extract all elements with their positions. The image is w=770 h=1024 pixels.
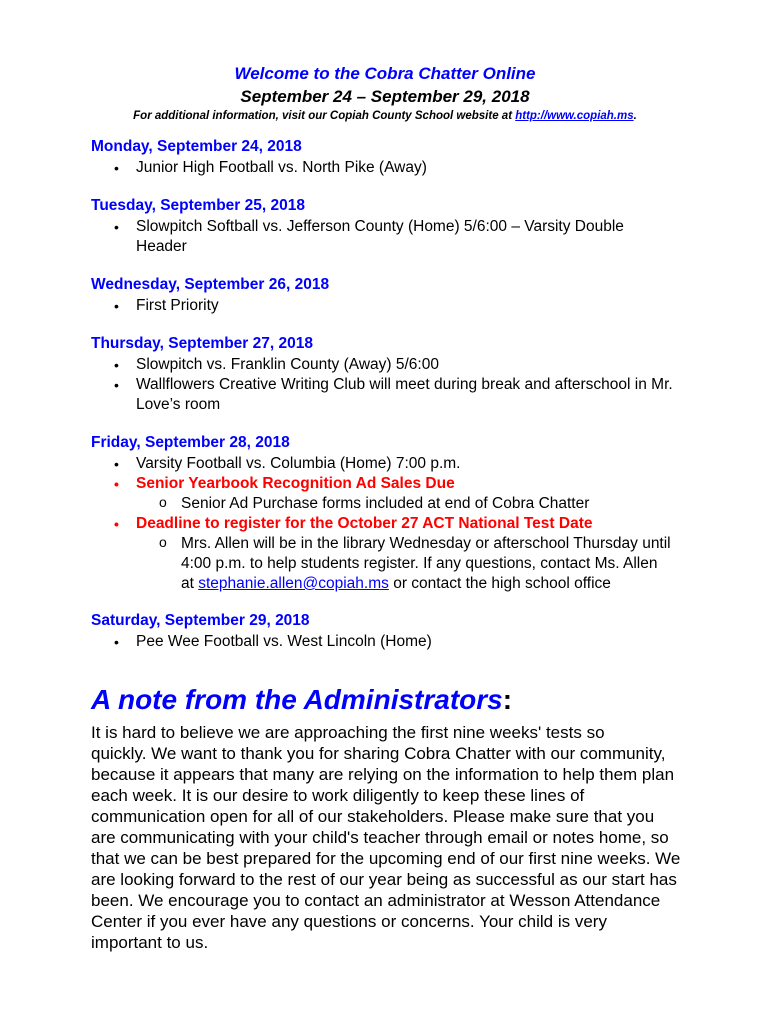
list-item-alert: Senior Yearbook Recognition Ad Sales Due <box>136 475 455 492</box>
sub-list-item: Mrs. Allen will be in the library Wednesday or afterschool Thursday until <box>181 535 671 552</box>
date-range: September 24 – September 29, 2018 <box>240 87 530 106</box>
list-item: Varsity Football vs. Columbia (Home) 7:00 p.m. <box>136 455 461 472</box>
email-suffix: or contact the high school office <box>388 575 611 592</box>
list-item: Wallflowers Creative Writing Club will meet during break and afterschool in Mr. <box>136 376 673 393</box>
website-link[interactable]: http://www.copiah.ms <box>515 110 634 122</box>
day-heading-monday: Monday, September 24, 2018 <box>91 138 302 155</box>
note-line: because it appears that many are relying on the information to help them plan <box>91 765 675 784</box>
note-line: communication open for all of our stakeholders. Please make sure that you <box>91 807 655 826</box>
note-line: are communicating with your child's teacher through email or notes home, so <box>91 828 669 847</box>
bullet-icon: • <box>114 476 119 492</box>
info-line <box>0 110 770 122</box>
list-item-continued: Header <box>136 238 187 255</box>
note-line: It is hard to believe we are approaching the first nine weeks' tests so <box>91 723 605 742</box>
info-suffix: . <box>633 110 637 122</box>
list-item-alert: Deadline to register for the October 27 ACT National Test Date <box>136 515 593 532</box>
list-item: Slowpitch Softball vs. Jefferson County (Home) 5/6:00 – Varsity Double <box>136 218 624 235</box>
sub-list-item-continued <box>181 574 611 594</box>
sub-bullet-icon: o <box>159 494 167 510</box>
note-line: that we can be best prepared for the upcoming end of our first nine weeks. We <box>91 849 681 868</box>
list-item-continued: Love’s room <box>136 396 221 413</box>
day-heading-wednesday: Wednesday, September 26, 2018 <box>91 276 330 293</box>
page-title: Welcome to the Cobra Chatter Online <box>234 64 536 83</box>
note-heading-colon: : <box>502 684 513 715</box>
bullet-icon: • <box>114 298 119 314</box>
note-line: important to us. <box>91 933 209 952</box>
bullet-icon: • <box>114 160 119 176</box>
bullet-icon: • <box>114 456 119 472</box>
list-item: Pee Wee Football vs. West Lincoln (Home) <box>136 633 432 650</box>
list-item: Slowpitch vs. Franklin County (Away) 5/6:00 <box>136 356 439 373</box>
note-line: been. We encourage you to contact an administrator at Wesson Attendance <box>91 891 661 910</box>
bullet-icon: • <box>114 634 119 650</box>
bullet-icon: • <box>114 219 119 235</box>
bullet-icon: • <box>114 377 119 393</box>
sub-list-item-continued: 4:00 p.m. to help students register. If any questions, contact Ms. Allen <box>181 555 658 572</box>
day-heading-thursday: Thursday, September 27, 2018 <box>91 335 313 352</box>
note-heading <box>91 684 512 716</box>
sub-list-item: Senior Ad Purchase forms included at end of Cobra Chatter <box>181 495 590 512</box>
day-heading-friday: Friday, September 28, 2018 <box>91 434 290 451</box>
list-item: Junior High Football vs. North Pike (Away) <box>136 159 427 176</box>
note-line: quickly. We want to thank you for sharing Cobra Chatter with our community, <box>91 744 666 763</box>
note-line: are looking forward to the rest of our year being as successful as our start has <box>91 870 677 889</box>
email-link[interactable]: stephanie.allen@copiah.ms <box>198 575 389 592</box>
note-line: Center if you ever have any questions or concerns. Your child is very <box>91 912 607 931</box>
email-prefix: at <box>181 575 199 592</box>
bullet-icon: • <box>114 357 119 373</box>
note-heading-text: A note from the Administrators <box>91 684 503 715</box>
bullet-icon: • <box>114 516 119 532</box>
day-heading-saturday: Saturday, September 29, 2018 <box>91 612 310 629</box>
list-item: First Priority <box>136 297 219 314</box>
note-line: each week. It is our desire to work diligently to keep these lines of <box>91 786 585 805</box>
day-heading-tuesday: Tuesday, September 25, 2018 <box>91 197 305 214</box>
info-prefix: For additional information, visit our Copiah County School website at <box>133 110 516 122</box>
sub-bullet-icon: o <box>159 534 167 550</box>
